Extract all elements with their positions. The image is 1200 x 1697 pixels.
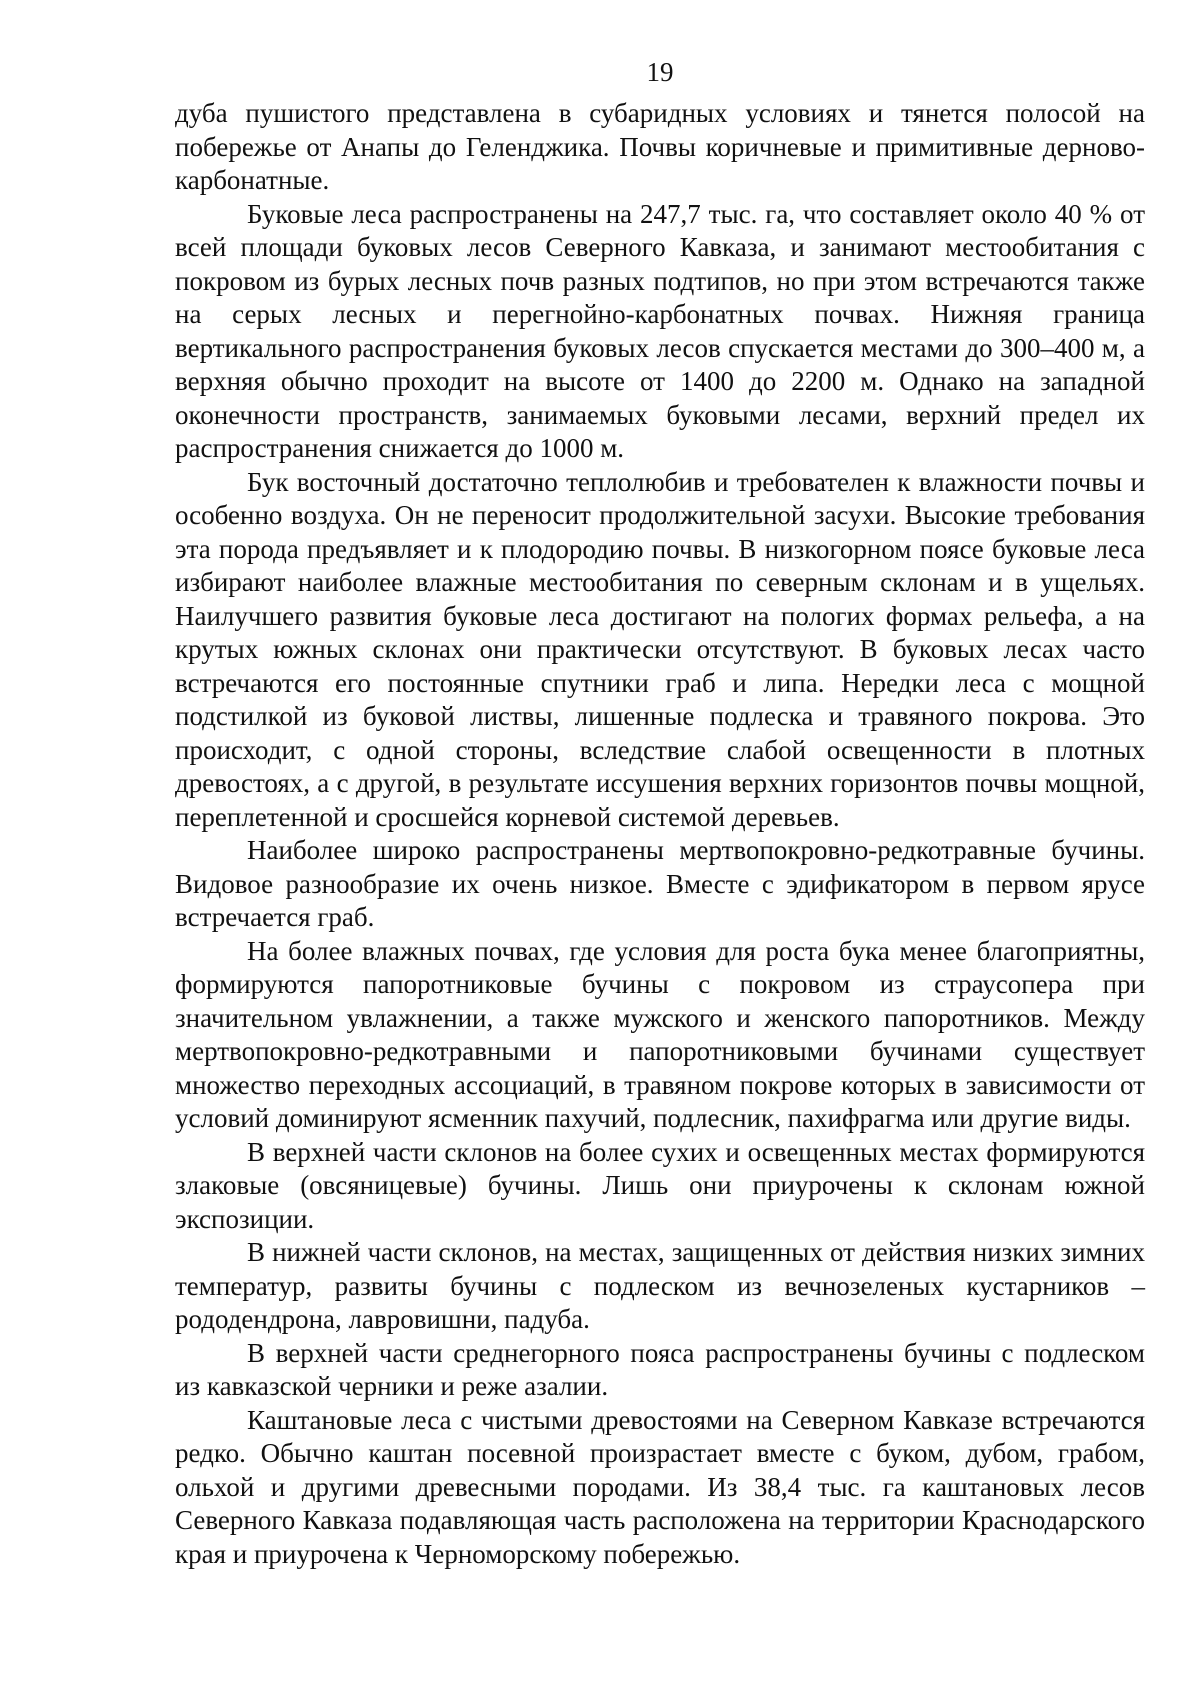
paragraph-1: дуба пушистого представлена в субаридных условиях и тянется полосой на побережье от Анапы до Геленджика. Почвы коричневые и примитивные дерново-карбонатные. bbox=[175, 98, 1145, 195]
paragraph-6: В верхней части склонов на более сухих и освещенных местах формируются злаковые (овсяницевые) бучины. Лишь они приурочены к склонам южной экспозиции. bbox=[175, 1136, 1145, 1234]
paragraph-3: Бук восточный достаточно теплолюбив и требователен к влажности почвы и особенно воздуха. Он не переносит продолжительной засухи. Высокие требования эта порода предъявляет и к плодородию почвы. В низкогорном поясе буковые леса избирают наиболее влажные местообитания по северным склонам и в ущельях. Наилучшего развития буковые леса достигают на пологих формах рельефа, а на крутых южных склонах они практически отсутствуют. В буковых лесах часто встречаются его постоянные спутники граб и липа. Нередки леса с мощной подстилкой из буковой листвы, лишенные подлеска и травяного покрова. Это происходит, с одной стороны, вследствие слабой освещенности в плотных древостоях, а с другой, в результате иссушения верхних горизонтов почвы мощной, переплетенной и сросшейся корневой системой деревьев. bbox=[175, 466, 1145, 832]
body-text bbox=[175, 97, 1145, 1571]
paragraph-5: На более влажных почвах, где условия для роста бука менее благоприятны, формируются папоротниковые бучины с покровом из страусопера при значительном увлажнении, а также мужского и женского папоротников. Между мертвопокровно-редкотравными и папоротниковыми бучинами существует множество переходных ассоциаций, в травяном покрове которых в зависимости от условий доминируют ясменник пахучий, подлесник, пахифрагма или другие виды. bbox=[175, 935, 1145, 1133]
page-number: 19 bbox=[646, 57, 674, 87]
paragraph-2: Буковые леса распространены на 247,7 тыс. га, что составляет около 40 % от всей площади буковых лесов Северного Кавказа, и занимают местообитания с покровом из бурых лесных почв разных подтипов, но при этом встречаются также на серых лесных и перегнойно-карбонатных почвах. Нижняя граница вертикального распространения буковых лесов спускается местами до 300–400 м, а верхняя обычно проходит на высоте от 1400 до 2200 м. Однако на западной оконечности пространств, занимаемых буковыми лесами, верхний предел их распространения снижается до 1000 м. bbox=[175, 198, 1145, 463]
paragraph-8: В верхней части среднегорного пояса распространены бучины с подлеском из кавказской черники и реже азалии. bbox=[175, 1337, 1145, 1401]
paragraph-7: В нижней части склонов, на местах, защищенных от действия низких зимних температур, развиты бучины с подлеском из вечнозеленых кустарников – рододендрона, лавровишни, падуба. bbox=[175, 1237, 1145, 1334]
paragraph-9: Каштановые леса с чистыми древостоями на Северном Кавказе встречаются редко. Обычно каштан посевной произрастает вместе с буком, дубом, грабом, ольхой и другими древесными породами. Из 38,4 тыс. га каштановых лесов Северного Кавказа подавляющая часть расположена на территории Краснодарского края и приурочена к Черноморскому побережью. bbox=[175, 1404, 1145, 1569]
paragraph-4: Наиболее широко распространены мертвопокровно-редкотравные бучины. Видовое разнообразие их очень низкое. Вместе с эдификатором в первом ярусе встречается граб. bbox=[175, 835, 1145, 932]
